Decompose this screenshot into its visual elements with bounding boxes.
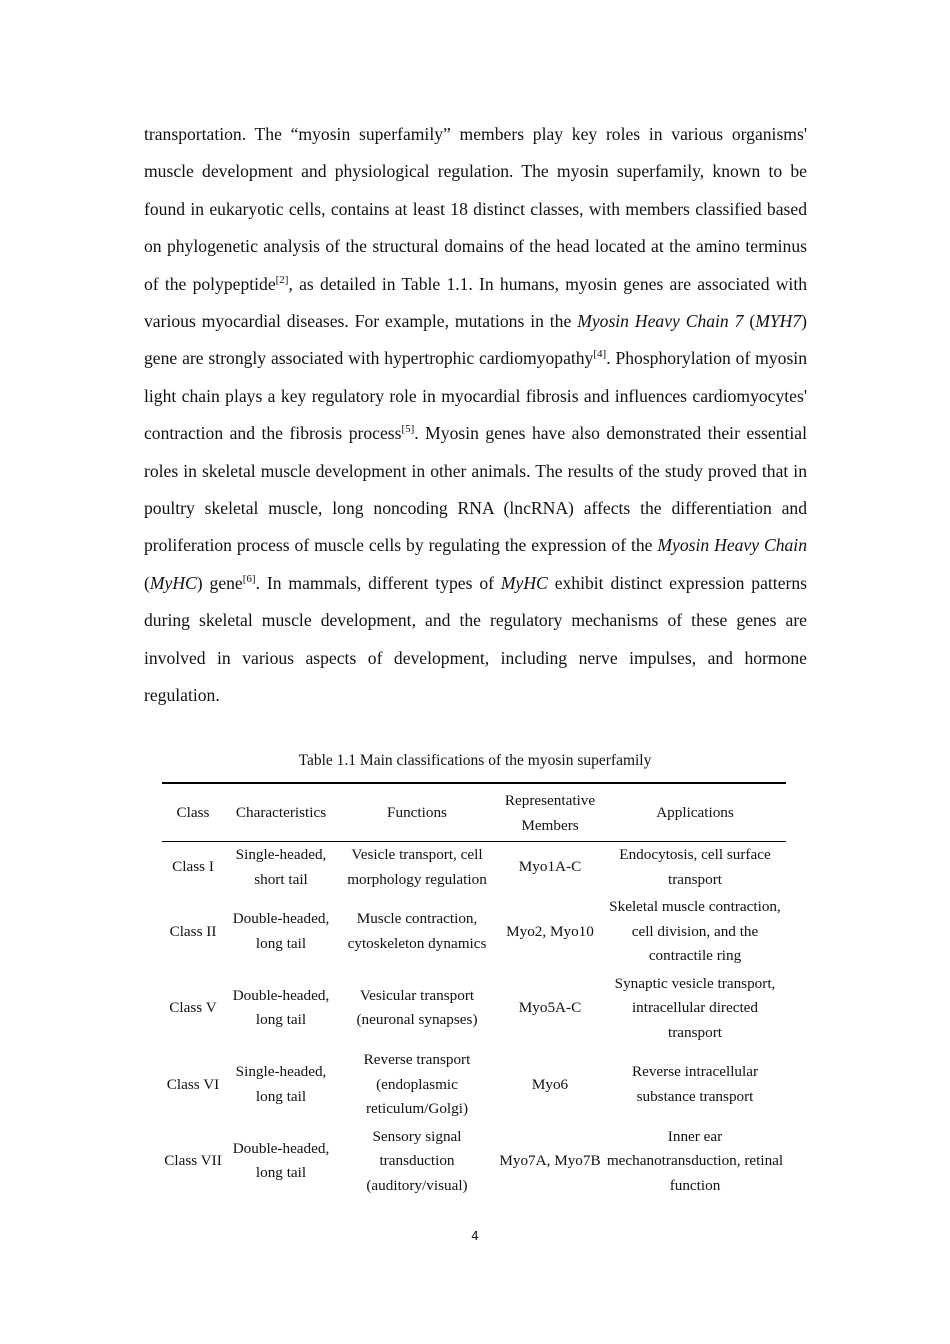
cell-class: Class V <box>169 999 217 1016</box>
cell-class: Class VI <box>166 1075 220 1093</box>
page-number: 4 <box>471 1229 479 1243</box>
gene-abbreviation: MyHC <box>500 572 548 593</box>
text-run: . In mammals, different types of <box>255 572 501 593</box>
header-applications: Applications <box>604 783 786 842</box>
text-run: ( <box>144 572 150 593</box>
cell-functions: Vesicular transport (neuronal synapses) <box>356 986 478 1029</box>
cell-characteristics: Double-headed, long tail <box>232 1139 330 1182</box>
text-run: , as detailed in Table 1.1. In humans, myosin genes are associated with various myocardial diseases. For example, mutations in the <box>144 273 808 332</box>
gene-abbreviation: MYH7 <box>755 311 802 332</box>
text-run: . Myosin genes have also demonstrated their essential roles in skeletal muscle development in other animals. The results of the study proved that in poultry skeletal muscle, long noncoding RNA (lncRNA) affects the differentiation and proliferation process of muscle cells by regulating the expression of the <box>144 423 807 556</box>
cell-class: Class I <box>172 858 214 876</box>
table-row <box>162 894 786 971</box>
table-row <box>162 1047 786 1124</box>
cell-functions: Muscle contraction, cytoskeleton dynamics <box>347 910 487 952</box>
text-run: ) gene are strongly associated with hypertrophic cardiomyopathy <box>144 311 807 369</box>
cell-characteristics: Double-headed, long tail <box>232 910 330 952</box>
cell-characteristics: Double-headed, long tail <box>232 986 330 1029</box>
citation-ref: [4] <box>593 348 607 361</box>
classification-table <box>162 782 786 1200</box>
cell-members: Myo2, Myo10 <box>506 922 594 940</box>
cell-functions: Reverse transport (endoplasmic reticulum/Golgi) <box>363 1051 471 1117</box>
text-run: ( <box>743 311 756 332</box>
citation-ref: [2] <box>275 273 289 286</box>
cell-members: Myo5A-C <box>518 999 582 1016</box>
cell-applications: Reverse intracellular substance transport <box>631 1063 759 1105</box>
cell-characteristics: Single-headed, short tail <box>235 846 327 888</box>
citation-ref: [5] <box>401 423 415 436</box>
cell-applications: Endocytosis, cell surface transport <box>619 846 771 888</box>
cell-members: Myo7A, Myo7B <box>499 1152 601 1169</box>
cell-applications: Inner ear mechanotransduction, retinal function <box>606 1127 784 1194</box>
gene-name: Myosin Heavy Chain <box>657 535 807 556</box>
body-paragraph <box>144 116 807 715</box>
text-run: ) gene <box>196 572 243 593</box>
text-run: . Phosphorylation of myosin light chain plays a key regulatory role in myocardial fibrosis and influences cardiomyocytes' contraction and the fibrosis process <box>144 348 807 444</box>
table-header-row <box>162 783 786 842</box>
cell-members: Myo1A-C <box>518 858 582 876</box>
cell-functions: Sensory signal transduction (auditory/visual) <box>366 1127 468 1194</box>
cell-characteristics: Single-headed, long tail <box>235 1063 327 1105</box>
cell-applications: Synaptic vesicle transport, intracellular directed transport <box>614 974 776 1041</box>
text-run: transportation. The “myosin superfamily” members play key roles in various organisms' muscle development and physiological regulation. The myosin superfamily, known to be found in eukaryotic cells, contains at least 18 distinct classes, with members classified based on phylogenetic analysis of the structural domains of the head located at the amino terminus of the polypeptide <box>144 124 807 294</box>
header-functions: Functions <box>338 783 496 842</box>
table-row <box>162 971 786 1048</box>
cell-class: Class II <box>169 922 217 940</box>
cell-members: Myo6 <box>531 1075 569 1093</box>
citation-ref: [6] <box>242 572 256 585</box>
cell-functions: Vesicle transport, cell morphology regulation <box>347 846 487 888</box>
table-row <box>162 842 786 895</box>
classification-table-container <box>162 782 786 1200</box>
text-run: exhibit distinct expression patterns during skeletal muscle development, and the regulatory mechanisms of these genes are involved in various aspects of development, including nerve impulses, and hormone regulation. <box>144 572 808 706</box>
gene-name: Myosin Heavy Chain 7 <box>577 311 744 332</box>
header-characteristics: Characteristics <box>224 783 338 842</box>
header-class: Class <box>162 783 224 842</box>
header-representative-members: Representative Members <box>496 783 604 842</box>
cell-applications: Skeletal muscle contraction, cell division, and the contractile ring <box>609 898 781 964</box>
table-row <box>162 1124 786 1201</box>
table-caption: Table 1.1 Main classifications of the myosin superfamily <box>298 752 652 769</box>
cell-class: Class VII <box>164 1152 222 1169</box>
gene-abbreviation: MyHC <box>149 572 197 593</box>
